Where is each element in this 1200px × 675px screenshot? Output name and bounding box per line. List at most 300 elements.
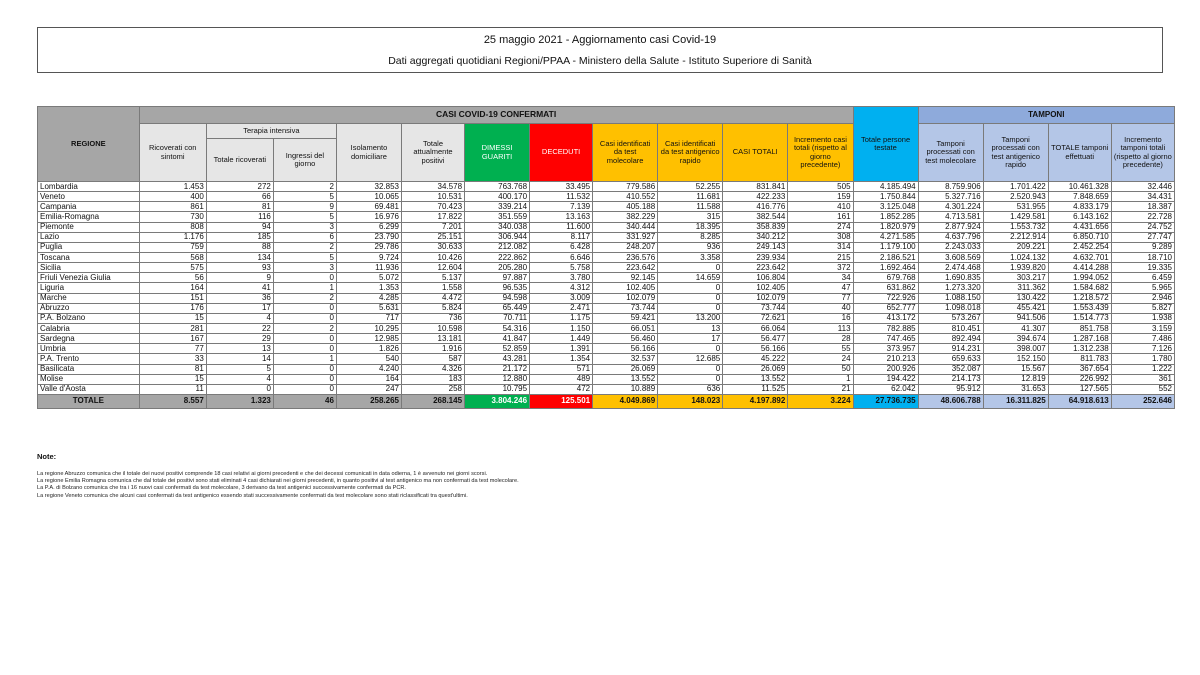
value-cell: 29 bbox=[206, 334, 273, 344]
value-cell: 96.535 bbox=[465, 283, 530, 293]
col-attualmente-positivi: Totale attualmente positivi bbox=[401, 124, 464, 182]
value-cell: 936 bbox=[658, 242, 723, 252]
region-name-cell: Valle d'Aosta bbox=[38, 384, 140, 394]
total-value-cell: 268.145 bbox=[401, 394, 464, 408]
value-cell: 472 bbox=[530, 384, 593, 394]
value-cell: 1.175 bbox=[530, 313, 593, 323]
value-cell: 95.912 bbox=[918, 384, 983, 394]
value-cell: 358.839 bbox=[723, 222, 788, 232]
note-line: La P.A. di Bolzano comunica che tra i 16 nuovi casi confermati da test molecolare, 3 derivano da test antigenici successivamente confermati da PCR. bbox=[37, 485, 406, 492]
value-cell: 52.255 bbox=[658, 182, 723, 192]
value-cell: 914.231 bbox=[918, 344, 983, 354]
value-cell: 1.820.979 bbox=[853, 222, 918, 232]
value-cell: 0 bbox=[658, 293, 723, 303]
total-value-cell: 4.049.869 bbox=[593, 394, 658, 408]
value-cell: 0 bbox=[206, 384, 273, 394]
value-cell: 33 bbox=[139, 354, 206, 364]
value-cell: 4.301.224 bbox=[918, 202, 983, 212]
value-cell: 394.674 bbox=[983, 334, 1048, 344]
value-cell: 34 bbox=[788, 273, 853, 283]
value-cell: 11.532 bbox=[530, 192, 593, 202]
col-incremento-casi: Incremento casi totali (rispetto al giorno precedente) bbox=[788, 124, 853, 182]
value-cell: 210.213 bbox=[853, 354, 918, 364]
region-name-cell: Basilicata bbox=[38, 364, 140, 374]
region-name-cell: Puglia bbox=[38, 242, 140, 252]
value-cell: 17 bbox=[658, 334, 723, 344]
region-name-cell: Emilia-Romagna bbox=[38, 212, 140, 222]
value-cell: 400.170 bbox=[465, 192, 530, 202]
value-cell: 56.477 bbox=[723, 334, 788, 344]
value-cell: 314 bbox=[788, 242, 853, 252]
value-cell: 5 bbox=[273, 192, 336, 202]
note-line: La regione Abruzzo comunica che il totale dei nuovi positivi comprende 18 casi relativi ai giorni precedenti e che dei decessi comunicati in data odierna, 1 è avvenuto nei giorni scorsi. bbox=[37, 471, 488, 477]
value-cell: 7.139 bbox=[530, 202, 593, 212]
value-cell: 70.711 bbox=[465, 313, 530, 323]
value-cell: 3.125.048 bbox=[853, 202, 918, 212]
value-cell: 40 bbox=[788, 303, 853, 313]
value-cell: 13.552 bbox=[723, 374, 788, 384]
value-cell: 3.358 bbox=[658, 252, 723, 262]
value-cell: 6.143.162 bbox=[1048, 212, 1111, 222]
value-cell: 92.145 bbox=[593, 273, 658, 283]
value-cell: 56.166 bbox=[593, 344, 658, 354]
value-cell: 1.353 bbox=[336, 283, 401, 293]
value-cell: 31.653 bbox=[983, 384, 1048, 394]
value-cell: 6.459 bbox=[1111, 273, 1174, 283]
value-cell: 56.460 bbox=[593, 334, 658, 344]
value-cell: 56.166 bbox=[723, 344, 788, 354]
value-cell: 361 bbox=[1111, 374, 1174, 384]
table-row bbox=[38, 354, 1175, 364]
value-cell: 10.461.328 bbox=[1048, 182, 1111, 192]
value-cell: 0 bbox=[273, 374, 336, 384]
value-cell: 351.559 bbox=[465, 212, 530, 222]
value-cell: 5.758 bbox=[530, 263, 593, 273]
value-cell: 340.444 bbox=[593, 222, 658, 232]
table-row bbox=[38, 182, 1175, 192]
value-cell: 4.632.701 bbox=[1048, 252, 1111, 262]
value-cell: 14.659 bbox=[658, 273, 723, 283]
region-name-cell: Sardegna bbox=[38, 334, 140, 344]
value-cell: 4.637.796 bbox=[918, 232, 983, 242]
value-cell: 239.934 bbox=[723, 252, 788, 262]
value-cell: 416.776 bbox=[723, 202, 788, 212]
value-cell: 281 bbox=[139, 323, 206, 333]
region-name-cell: Sicilia bbox=[38, 263, 140, 273]
value-cell: 340.038 bbox=[465, 222, 530, 232]
value-cell: 1.938 bbox=[1111, 313, 1174, 323]
value-cell: 0 bbox=[658, 303, 723, 313]
value-cell: 861 bbox=[139, 202, 206, 212]
value-cell: 10.295 bbox=[336, 323, 401, 333]
value-cell: 4.271.585 bbox=[853, 232, 918, 242]
value-cell: 1.780 bbox=[1111, 354, 1174, 364]
value-cell: 32.537 bbox=[593, 354, 658, 364]
table-row bbox=[38, 374, 1175, 384]
value-cell: 4.185.494 bbox=[853, 182, 918, 192]
value-cell: 339.214 bbox=[465, 202, 530, 212]
value-cell: 1.222 bbox=[1111, 364, 1174, 374]
total-value-cell: 64.918.613 bbox=[1048, 394, 1111, 408]
value-cell: 36 bbox=[206, 293, 273, 303]
value-cell: 106.804 bbox=[723, 273, 788, 283]
value-cell: 1.287.168 bbox=[1048, 334, 1111, 344]
table-row bbox=[38, 192, 1175, 202]
value-cell: 3.608.569 bbox=[918, 252, 983, 262]
value-cell: 0 bbox=[658, 283, 723, 293]
value-cell: 5.824 bbox=[401, 303, 464, 313]
value-cell: 2.186.521 bbox=[853, 252, 918, 262]
value-cell: 10.889 bbox=[593, 384, 658, 394]
value-cell: 4 bbox=[206, 374, 273, 384]
report-subtitle: Dati aggregati quotidiani Regioni/PPAA - Ministero della Salute - Istituto Superiore di Sanità bbox=[388, 55, 812, 67]
value-cell: 1.312.238 bbox=[1048, 344, 1111, 354]
table-row bbox=[38, 273, 1175, 283]
value-cell: 16.976 bbox=[336, 212, 401, 222]
col-persone-testate: Totale persone testate bbox=[853, 107, 918, 182]
value-cell: 340.212 bbox=[723, 232, 788, 242]
value-cell: 759 bbox=[139, 242, 206, 252]
value-cell: 81 bbox=[139, 364, 206, 374]
value-cell: 6.299 bbox=[336, 222, 401, 232]
value-cell: 94 bbox=[206, 222, 273, 232]
value-cell: 575 bbox=[139, 263, 206, 273]
value-cell: 10.531 bbox=[401, 192, 464, 202]
value-cell: 779.586 bbox=[593, 182, 658, 192]
value-cell: 4.472 bbox=[401, 293, 464, 303]
value-cell: 32.446 bbox=[1111, 182, 1174, 192]
value-cell: 176 bbox=[139, 303, 206, 313]
value-cell: 8.285 bbox=[658, 232, 723, 242]
value-cell: 55 bbox=[788, 344, 853, 354]
region-name-cell: Piemonte bbox=[38, 222, 140, 232]
value-cell: 540 bbox=[336, 354, 401, 364]
value-cell: 489 bbox=[530, 374, 593, 384]
value-cell: 15 bbox=[139, 374, 206, 384]
value-cell: 185 bbox=[206, 232, 273, 242]
total-value-cell: 1.323 bbox=[206, 394, 273, 408]
value-cell: 2 bbox=[273, 323, 336, 333]
region-name-cell: Umbria bbox=[38, 344, 140, 354]
region-name-cell: Calabria bbox=[38, 323, 140, 333]
value-cell: 102.405 bbox=[723, 283, 788, 293]
value-cell: 6.646 bbox=[530, 252, 593, 262]
value-cell: 212.082 bbox=[465, 242, 530, 252]
value-cell: 1.553.732 bbox=[983, 222, 1048, 232]
report-header bbox=[37, 27, 1163, 73]
value-cell: 10.795 bbox=[465, 384, 530, 394]
value-cell: 1.826 bbox=[336, 344, 401, 354]
total-value-cell: 252.646 bbox=[1111, 394, 1174, 408]
value-cell: 400 bbox=[139, 192, 206, 202]
col-casi-totali: CASI TOTALI bbox=[723, 124, 788, 182]
value-cell: 0 bbox=[273, 334, 336, 344]
value-cell: 659.633 bbox=[918, 354, 983, 364]
region-name-cell: Abruzzo bbox=[38, 303, 140, 313]
value-cell: 13.181 bbox=[401, 334, 464, 344]
value-cell: 782.885 bbox=[853, 323, 918, 333]
col-test-molecolare: Casi identificati da test molecolare bbox=[593, 124, 658, 182]
value-cell: 9.724 bbox=[336, 252, 401, 262]
value-cell: 0 bbox=[658, 374, 723, 384]
value-cell: 30.633 bbox=[401, 242, 464, 252]
value-cell: 18.395 bbox=[658, 222, 723, 232]
value-cell: 2.474.468 bbox=[918, 263, 983, 273]
total-value-cell: 125.501 bbox=[530, 394, 593, 408]
value-cell: 77 bbox=[139, 344, 206, 354]
value-cell: 7.126 bbox=[1111, 344, 1174, 354]
region-name-cell: Veneto bbox=[38, 192, 140, 202]
table-row bbox=[38, 283, 1175, 293]
value-cell: 8.759.906 bbox=[918, 182, 983, 192]
value-cell: 13.163 bbox=[530, 212, 593, 222]
value-cell: 28 bbox=[788, 334, 853, 344]
value-cell: 505 bbox=[788, 182, 853, 192]
value-cell: 398.007 bbox=[983, 344, 1048, 354]
value-cell: 552 bbox=[1111, 384, 1174, 394]
value-cell: 0 bbox=[658, 263, 723, 273]
value-cell: 3.159 bbox=[1111, 323, 1174, 333]
value-cell: 331.927 bbox=[593, 232, 658, 242]
value-cell: 81 bbox=[206, 202, 273, 212]
col-isolamento: Isolamento domiciliare bbox=[336, 124, 401, 182]
value-cell: 161 bbox=[788, 212, 853, 222]
value-cell: 3 bbox=[273, 263, 336, 273]
value-cell: 15.567 bbox=[983, 364, 1048, 374]
region-name-cell: Lazio bbox=[38, 232, 140, 242]
value-cell: 0 bbox=[273, 364, 336, 374]
value-cell: 151 bbox=[139, 293, 206, 303]
value-cell: 66.064 bbox=[723, 323, 788, 333]
value-cell: 1.939.820 bbox=[983, 263, 1048, 273]
value-cell: 11.600 bbox=[530, 222, 593, 232]
value-cell: 1.750.844 bbox=[853, 192, 918, 202]
value-cell: 15 bbox=[139, 313, 206, 323]
value-cell: 152.150 bbox=[983, 354, 1048, 364]
region-name-cell: P.A. Trento bbox=[38, 354, 140, 364]
value-cell: 93 bbox=[206, 263, 273, 273]
table-row bbox=[38, 384, 1175, 394]
value-cell: 587 bbox=[401, 354, 464, 364]
value-cell: 0 bbox=[273, 344, 336, 354]
value-cell: 4.240 bbox=[336, 364, 401, 374]
value-cell: 410.552 bbox=[593, 192, 658, 202]
region-name-cell: Friuli Venezia Giulia bbox=[38, 273, 140, 283]
value-cell: 1.994.052 bbox=[1048, 273, 1111, 283]
value-cell: 4.713.581 bbox=[918, 212, 983, 222]
value-cell: 18.710 bbox=[1111, 252, 1174, 262]
value-cell: 12.819 bbox=[983, 374, 1048, 384]
value-cell: 34.431 bbox=[1111, 192, 1174, 202]
value-cell: 410 bbox=[788, 202, 853, 212]
value-cell: 1.584.682 bbox=[1048, 283, 1111, 293]
value-cell: 13 bbox=[206, 344, 273, 354]
value-cell: 636 bbox=[658, 384, 723, 394]
col-dimessi-guariti: DIMESSI GUARITI bbox=[465, 124, 530, 182]
value-cell: 573.267 bbox=[918, 313, 983, 323]
value-cell: 311.362 bbox=[983, 283, 1048, 293]
value-cell: 22 bbox=[206, 323, 273, 333]
value-cell: 73.744 bbox=[593, 303, 658, 313]
value-cell: 1 bbox=[273, 283, 336, 293]
region-name-cell: Lombardia bbox=[38, 182, 140, 192]
value-cell: 33.495 bbox=[530, 182, 593, 192]
value-cell: 2.212.914 bbox=[983, 232, 1048, 242]
value-cell: 810.451 bbox=[918, 323, 983, 333]
value-cell: 226.992 bbox=[1048, 374, 1111, 384]
value-cell: 631.862 bbox=[853, 283, 918, 293]
value-cell: 5 bbox=[273, 212, 336, 222]
value-cell: 19.335 bbox=[1111, 263, 1174, 273]
value-cell: 12.985 bbox=[336, 334, 401, 344]
value-cell: 73.744 bbox=[723, 303, 788, 313]
notes-title: Note: bbox=[37, 452, 57, 461]
value-cell: 3.780 bbox=[530, 273, 593, 283]
value-cell: 736 bbox=[401, 313, 464, 323]
value-cell: 717 bbox=[336, 313, 401, 323]
value-cell: 1.088.150 bbox=[918, 293, 983, 303]
value-cell: 200.926 bbox=[853, 364, 918, 374]
value-cell: 747.465 bbox=[853, 334, 918, 344]
table-row bbox=[38, 212, 1175, 222]
notes-section bbox=[37, 452, 1163, 500]
value-cell: 11.525 bbox=[723, 384, 788, 394]
value-cell: 274 bbox=[788, 222, 853, 232]
value-cell: 24 bbox=[788, 354, 853, 364]
value-cell: 18.387 bbox=[1111, 202, 1174, 212]
value-cell: 21 bbox=[788, 384, 853, 394]
value-cell: 373.957 bbox=[853, 344, 918, 354]
value-cell: 0 bbox=[273, 303, 336, 313]
value-cell: 3 bbox=[273, 222, 336, 232]
totals-row bbox=[38, 394, 1175, 408]
table-row bbox=[38, 252, 1175, 262]
value-cell: 26.069 bbox=[723, 364, 788, 374]
value-cell: 4 bbox=[206, 313, 273, 323]
value-cell: 652.777 bbox=[853, 303, 918, 313]
value-cell: 2 bbox=[273, 242, 336, 252]
value-cell: 2.243.033 bbox=[918, 242, 983, 252]
value-cell: 1 bbox=[788, 374, 853, 384]
value-cell: 2.877.924 bbox=[918, 222, 983, 232]
col-tamponi-antigenico: Tamponi processati con test antigenico rapido bbox=[983, 124, 1048, 182]
value-cell: 7.201 bbox=[401, 222, 464, 232]
value-cell: 1.098.018 bbox=[918, 303, 983, 313]
note-line: La regione Veneto comunica che alcuni casi confermati da test antigenico essendo stati successivamente confermati da test molecolare sono stati riclassificati tra quest'ultimi. bbox=[37, 492, 468, 499]
table-row bbox=[38, 364, 1175, 374]
value-cell: 45.222 bbox=[723, 354, 788, 364]
col-ricoverati: Ricoverati con sintomi bbox=[139, 124, 206, 182]
table-row bbox=[38, 232, 1175, 242]
note-line: La regione Emilia Romagna comunica che dal totale dei positivi sono stati eliminati 4 casi dichiarati nei giorni precedenti, in quanto positivi al test antigenico ma non confermati da test molecolare. bbox=[37, 478, 519, 485]
value-cell: 10.065 bbox=[336, 192, 401, 202]
value-cell: 164 bbox=[139, 283, 206, 293]
value-cell: 2 bbox=[273, 293, 336, 303]
value-cell: 1.354 bbox=[530, 354, 593, 364]
value-cell: 367.654 bbox=[1048, 364, 1111, 374]
total-value-cell: 16.311.825 bbox=[983, 394, 1048, 408]
value-cell: 70.423 bbox=[401, 202, 464, 212]
value-cell: 43.281 bbox=[465, 354, 530, 364]
value-cell: 209.221 bbox=[983, 242, 1048, 252]
value-cell: 315 bbox=[658, 212, 723, 222]
value-cell: 372 bbox=[788, 263, 853, 273]
value-cell: 41 bbox=[206, 283, 273, 293]
value-cell: 352.087 bbox=[918, 364, 983, 374]
value-cell: 1.916 bbox=[401, 344, 464, 354]
table-row bbox=[38, 334, 1175, 344]
total-value-cell: 3.224 bbox=[788, 394, 853, 408]
value-cell: 69.481 bbox=[336, 202, 401, 212]
table-body bbox=[38, 182, 1175, 409]
value-cell: 5.827 bbox=[1111, 303, 1174, 313]
value-cell: 5 bbox=[206, 364, 273, 374]
value-cell: 54.316 bbox=[465, 323, 530, 333]
total-value-cell: 258.265 bbox=[336, 394, 401, 408]
value-cell: 568 bbox=[139, 252, 206, 262]
value-cell: 1.553.439 bbox=[1048, 303, 1111, 313]
value-cell: 167 bbox=[139, 334, 206, 344]
value-cell: 8.117 bbox=[530, 232, 593, 242]
value-cell: 13.200 bbox=[658, 313, 723, 323]
value-cell: 6.850.710 bbox=[1048, 232, 1111, 242]
value-cell: 1.514.773 bbox=[1048, 313, 1111, 323]
value-cell: 223.642 bbox=[593, 263, 658, 273]
col-incremento-tamponi: Incremento tamponi totali (rispetto al giorno precedente) bbox=[1111, 124, 1174, 182]
value-cell: 1.690.835 bbox=[918, 273, 983, 283]
value-cell: 127.565 bbox=[1048, 384, 1111, 394]
value-cell: 1.273.320 bbox=[918, 283, 983, 293]
value-cell: 1.449 bbox=[530, 334, 593, 344]
value-cell: 413.172 bbox=[853, 313, 918, 323]
value-cell: 11 bbox=[139, 384, 206, 394]
value-cell: 1.852.285 bbox=[853, 212, 918, 222]
value-cell: 808 bbox=[139, 222, 206, 232]
value-cell: 2.946 bbox=[1111, 293, 1174, 303]
col-regione: REGIONE bbox=[38, 107, 140, 182]
value-cell: 9 bbox=[206, 273, 273, 283]
value-cell: 88 bbox=[206, 242, 273, 252]
total-value-cell: 148.023 bbox=[658, 394, 723, 408]
value-cell: 0 bbox=[658, 344, 723, 354]
value-cell: 1.150 bbox=[530, 323, 593, 333]
value-cell: 102.079 bbox=[593, 293, 658, 303]
value-cell: 6.428 bbox=[530, 242, 593, 252]
value-cell: 34.578 bbox=[401, 182, 464, 192]
value-cell: 2.520.943 bbox=[983, 192, 1048, 202]
value-cell: 205.280 bbox=[465, 263, 530, 273]
value-cell: 50 bbox=[788, 364, 853, 374]
value-cell: 222.862 bbox=[465, 252, 530, 262]
value-cell: 4.431.656 bbox=[1048, 222, 1111, 232]
value-cell: 258 bbox=[401, 384, 464, 394]
value-cell: 306.944 bbox=[465, 232, 530, 242]
value-cell: 2.452.254 bbox=[1048, 242, 1111, 252]
value-cell: 62.042 bbox=[853, 384, 918, 394]
value-cell: 11.588 bbox=[658, 202, 723, 212]
value-cell: 0 bbox=[273, 313, 336, 323]
col-test-antigenico: Casi identificati da test antigenico rapido bbox=[658, 124, 723, 182]
table-row bbox=[38, 263, 1175, 273]
table-row bbox=[38, 323, 1175, 333]
value-cell: 94.598 bbox=[465, 293, 530, 303]
value-cell: 422.233 bbox=[723, 192, 788, 202]
value-cell: 5.072 bbox=[336, 273, 401, 283]
value-cell: 531.955 bbox=[983, 202, 1048, 212]
value-cell: 892.494 bbox=[918, 334, 983, 344]
value-cell: 13 bbox=[658, 323, 723, 333]
value-cell: 763.768 bbox=[465, 182, 530, 192]
